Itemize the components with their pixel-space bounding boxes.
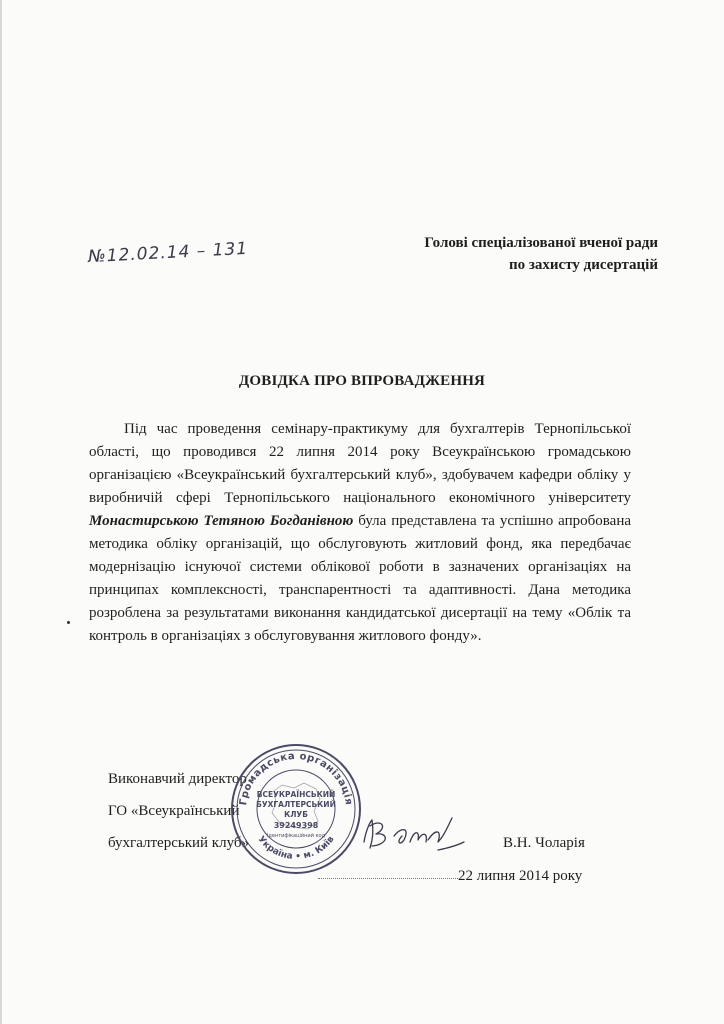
ink-speck	[67, 621, 70, 624]
handwritten-signature	[358, 812, 468, 858]
signer-name: В.Н. Чоларія	[503, 835, 585, 851]
organization-stamp	[228, 741, 364, 877]
signatory-position-line-3: бухгалтерський клуб»	[108, 835, 249, 851]
document-title: ДОВІДКА ПРО ВПРОВАДЖЕННЯ	[238, 373, 486, 389]
body-part-2: була представлена та успішно апробована методика обліку організацій, що обслуговують житловий фонд, яка передбачає модернізацію існуючої системи облікової роботи в зазначених організаціях на принципах комплексності, транспарентності та адаптивності. Дана методика розроблена за результатами виконання кандидатської дисертації на тему «Облік та контроль в організаціях з обслуговування житлового фонду».	[89, 513, 632, 644]
stamp-outer-text: Громадська організація	[238, 750, 354, 807]
signatory-position-line-1: Виконавчий директор	[108, 771, 247, 787]
page-edge	[0, 0, 2, 1024]
person-name: Монастирською Тетяною Богданівною	[89, 513, 354, 529]
stamp-inner-line-3: КЛУБ	[284, 810, 308, 819]
handwritten-reference-number: №12.02.14 – 131	[87, 238, 249, 268]
signature-date: 22 липня 2014 року	[458, 868, 583, 884]
signatory-position-line-2: ГО «Всеукраїнський	[108, 803, 240, 819]
addressee-block	[424, 232, 658, 276]
body-text	[89, 418, 631, 648]
stamp-code: 39249398	[273, 821, 319, 830]
signature-underline	[318, 878, 458, 879]
addressee-line-1: Голові спеціалізованої вченої ради	[424, 235, 658, 251]
addressee-line-2: по захисту дисертацій	[508, 257, 658, 273]
stamp-inner-line-1: ВСЕУКРАЇНСЬКИЙ	[256, 790, 336, 799]
body-part-1: Під час проведення семінару-практикуму для бухгалтерів Тернопільської області, що проводився 22 липня 2014 року Всеукраїнською громадською організацією «Всеукраїнський бухгалтерський клуб», здобувачем кафедри обліку у виробничій сфері Тернопільського національного економічного університету	[89, 421, 631, 506]
stamp-inner-line-2: БУХГАЛТЕРСЬКИЙ	[256, 800, 336, 809]
body-paragraph	[89, 418, 631, 648]
stamp-code-label: Ідентифікаційний код	[266, 833, 326, 839]
stamp-bottom-text: Україна • м. Київ	[255, 834, 337, 863]
